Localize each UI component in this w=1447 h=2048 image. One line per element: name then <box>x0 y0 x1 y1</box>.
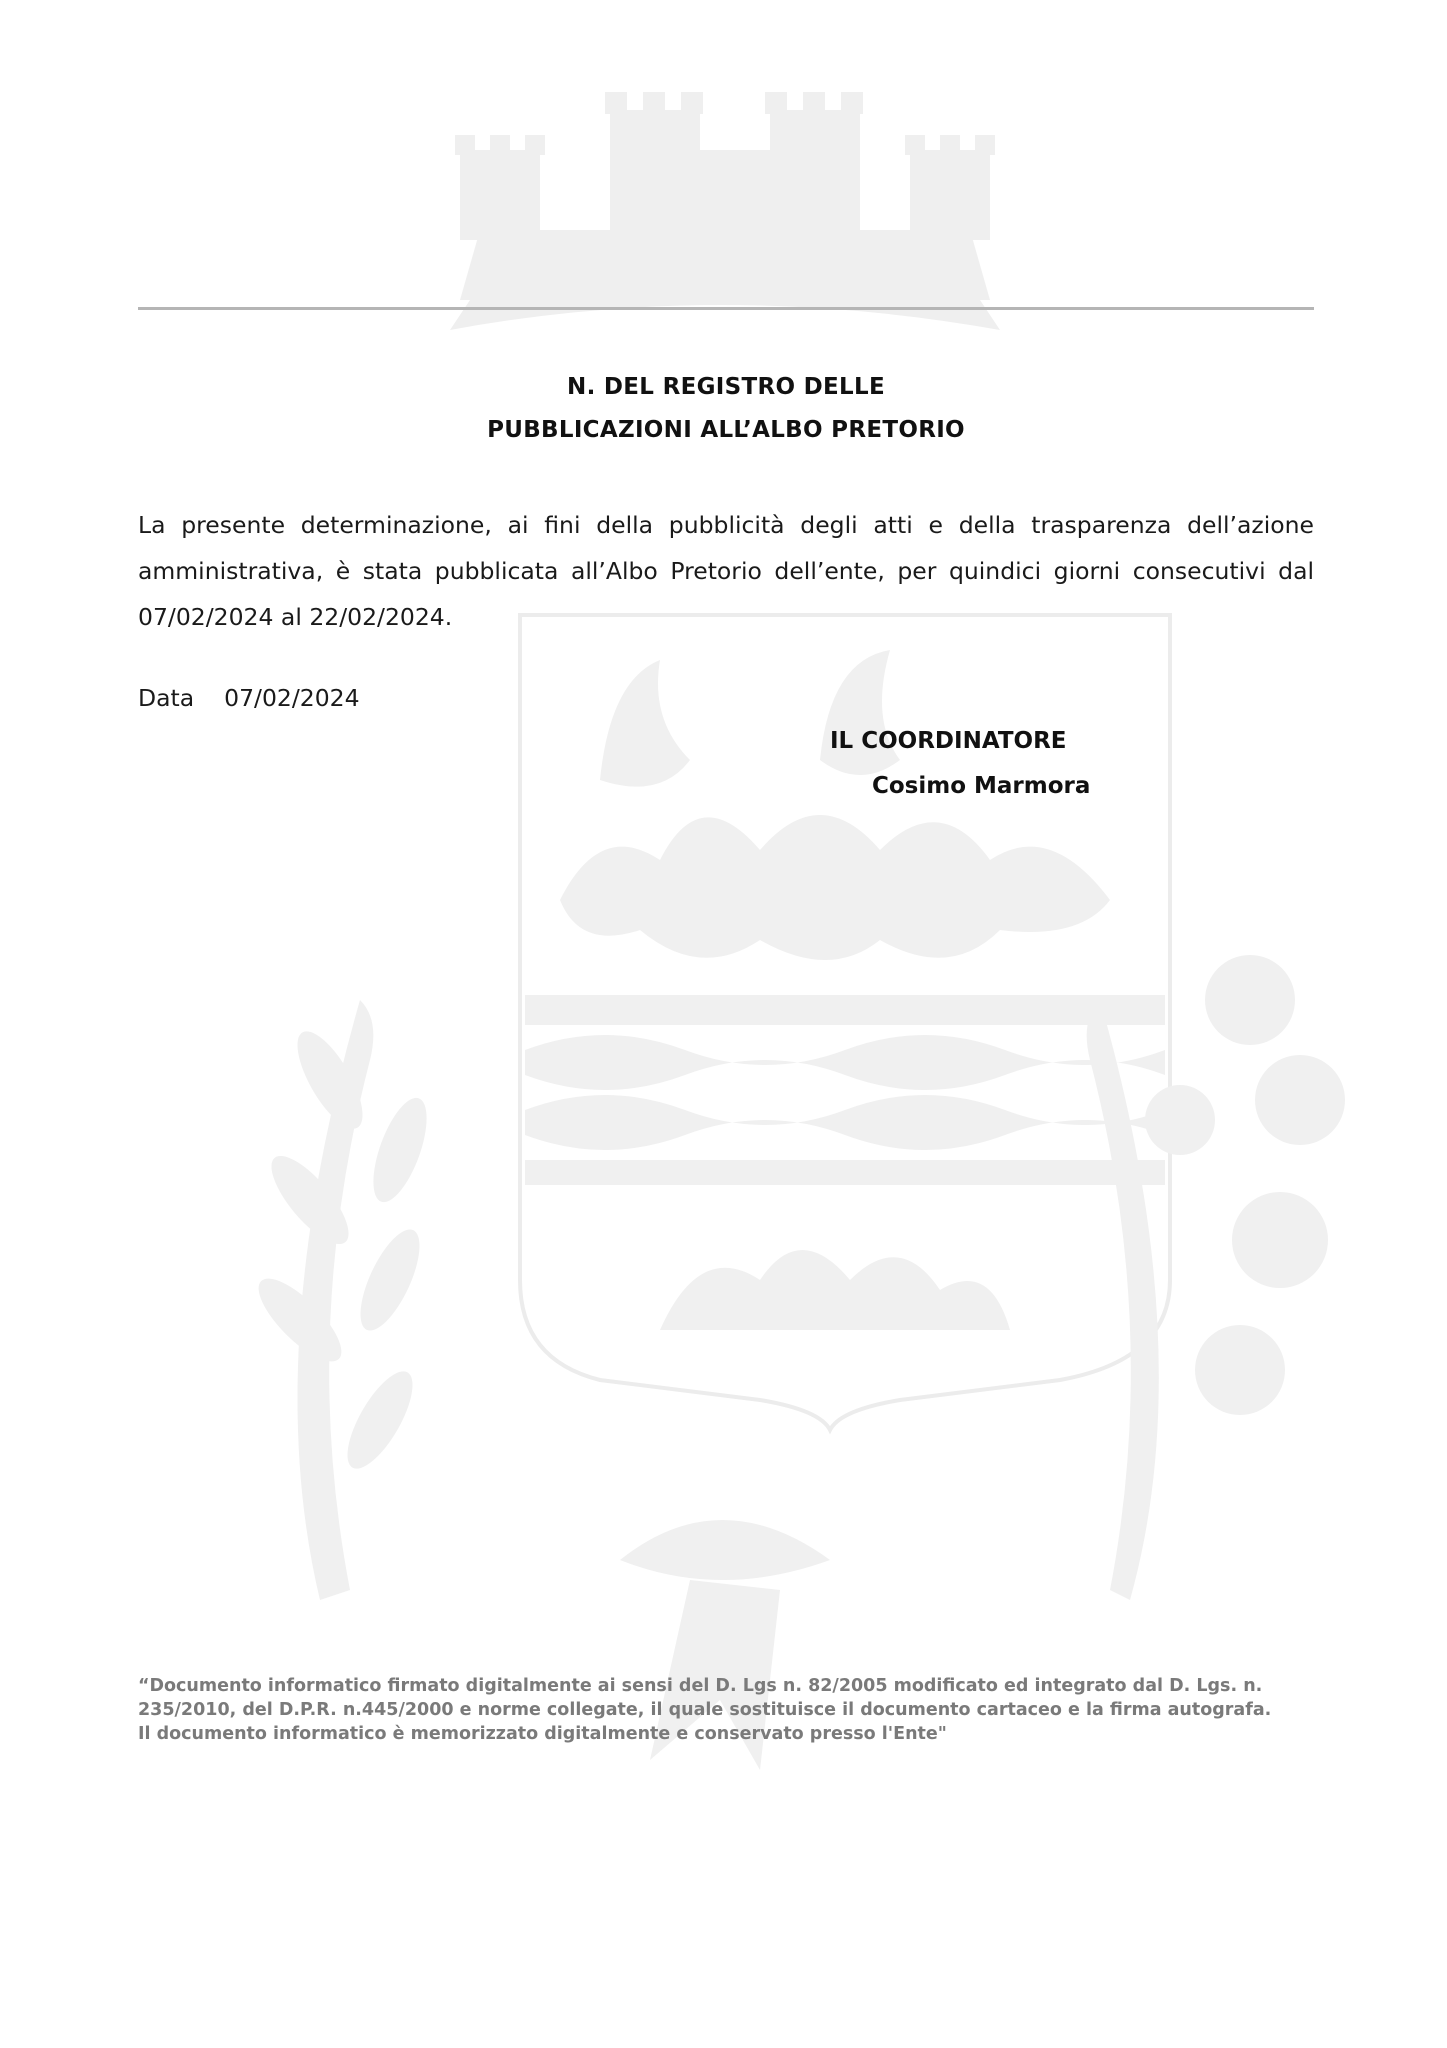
top-divider <box>138 307 1314 310</box>
footer-line: 235/2010, del D.P.R. n.445/2000 e norme collegate, il quale sostituisce il documento cartaceo e la firma autografa. <box>138 1700 1272 1720</box>
date-value: 07/02/2024 <box>224 684 360 712</box>
footer-line: “Documento informatico firmato digitalmente ai sensi del D. Lgs n. 82/2005 modificato ed integrato dal D. Lgs. n. <box>138 1676 1263 1696</box>
publication-statement: La presente determinazione, ai fini della pubblicità degli atti e della trasparenza dell’azione amministrativa, è stata pubblicata all’Albo Pretorio dell’ente, per quindici giorni consecutivi dal 07/02/2024 al 22/02/2024. <box>138 511 1314 631</box>
registry-title-line-2: PUBBLICAZIONI ALL’ALBO PRETORIO <box>487 417 965 443</box>
footer-line: Il documento informatico è memorizzato digitalmente e conservato presso l'Ente" <box>138 1724 947 1744</box>
registry-title-line-1: N. DEL REGISTRO DELLE <box>567 374 885 400</box>
date-label: Data <box>138 684 195 712</box>
signer-role: IL COORDINATORE <box>830 728 1067 754</box>
signer-name: Cosimo Marmora <box>872 773 1091 799</box>
date-row <box>138 684 360 712</box>
digital-signature-note <box>138 1674 1318 1746</box>
